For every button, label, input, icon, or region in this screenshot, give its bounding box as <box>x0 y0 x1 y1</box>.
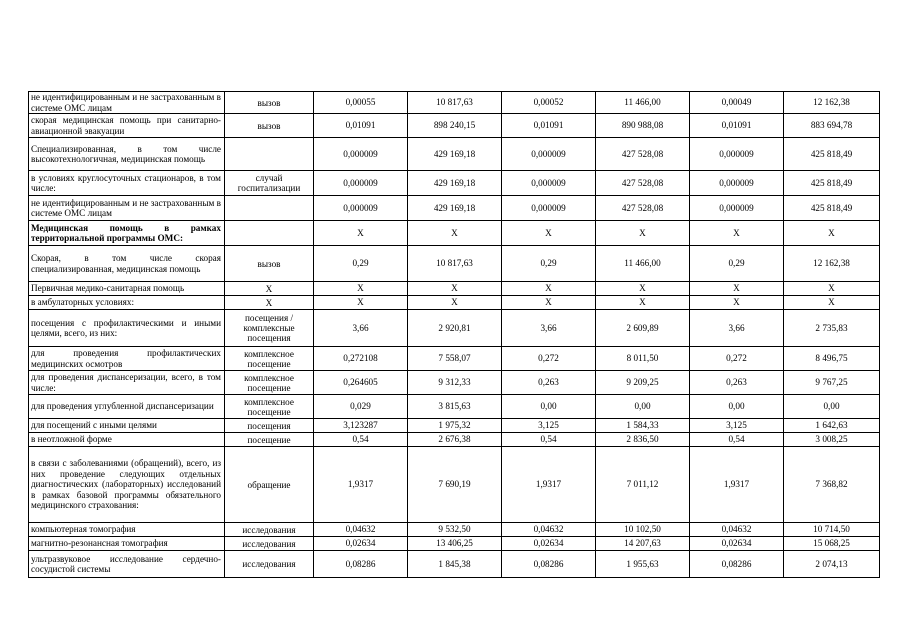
table-row <box>29 92 880 114</box>
service-name: Специализированная, в том числе высокотехнологичная, медицинская помощь <box>29 138 225 171</box>
value-cell: X <box>408 221 502 246</box>
value-cell: 0,02634 <box>314 537 408 551</box>
unit-cell: посещение <box>225 433 314 447</box>
service-name: Первичная медико-санитарная помощь <box>29 282 225 296</box>
unit-cell: X <box>225 282 314 296</box>
service-name: компьютерная томография <box>29 523 225 537</box>
value-cell: X <box>784 296 880 310</box>
service-name: не идентифицированным и не застрахованным в системе ОМС лицам <box>29 196 225 221</box>
value-cell: 0,000009 <box>502 196 596 221</box>
value-cell: 3,66 <box>502 310 596 347</box>
table-row <box>29 419 880 433</box>
value-cell: 3,66 <box>314 310 408 347</box>
value-cell: X <box>690 282 784 296</box>
table-row <box>29 296 880 310</box>
value-cell: 0,000009 <box>502 171 596 196</box>
value-cell: X <box>596 282 690 296</box>
value-cell: 2 676,38 <box>408 433 502 447</box>
value-cell: 8 011,50 <box>596 347 690 371</box>
table-row <box>29 310 880 347</box>
value-cell: 3 815,63 <box>408 395 502 419</box>
unit-cell: X <box>225 296 314 310</box>
value-cell: 7 011,12 <box>596 447 690 523</box>
unit-cell <box>225 196 314 221</box>
value-cell: 0,272 <box>502 347 596 371</box>
value-cell: 1,9317 <box>314 447 408 523</box>
value-cell: 0,272 <box>690 347 784 371</box>
service-name: для проведения диспансеризации, всего, в том числе: <box>29 371 225 395</box>
value-cell: 0,263 <box>502 371 596 395</box>
value-cell: 2 836,50 <box>596 433 690 447</box>
service-name: в неотложной форме <box>29 433 225 447</box>
value-cell: 0,08286 <box>690 551 784 578</box>
value-cell: 3,66 <box>690 310 784 347</box>
value-cell: X <box>502 296 596 310</box>
value-cell: 3,125 <box>502 419 596 433</box>
value-cell: X <box>408 282 502 296</box>
unit-cell: вызов <box>225 246 314 282</box>
table-row <box>29 523 880 537</box>
value-cell: 0,08286 <box>502 551 596 578</box>
value-cell: 0,00 <box>690 395 784 419</box>
value-cell: 12 162,38 <box>784 246 880 282</box>
unit-cell: случай госпитализации <box>225 171 314 196</box>
value-cell: 1,9317 <box>690 447 784 523</box>
unit-cell <box>225 221 314 246</box>
value-cell: 0,272108 <box>314 347 408 371</box>
value-cell: X <box>408 296 502 310</box>
value-cell: 429 169,18 <box>408 196 502 221</box>
service-name: Скорая, в том числе скорая специализированная, медицинская помощь <box>29 246 225 282</box>
value-cell: X <box>502 221 596 246</box>
table-row <box>29 537 880 551</box>
value-cell: 0,000009 <box>690 196 784 221</box>
service-name: в условиях круглосуточных стационаров, в том числе: <box>29 171 225 196</box>
service-name: не идентифицированным и не застрахованным в системе ОМС лицам <box>29 92 225 114</box>
value-cell: 11 466,00 <box>596 92 690 114</box>
service-name: посещения с профилактическими и иными целями, всего, из них: <box>29 310 225 347</box>
value-cell: 10 714,50 <box>784 523 880 537</box>
value-cell: 0,000009 <box>314 138 408 171</box>
value-cell: 0,01091 <box>314 114 408 138</box>
value-cell: 0,02634 <box>502 537 596 551</box>
unit-cell <box>225 138 314 171</box>
value-cell: 8 496,75 <box>784 347 880 371</box>
section-title: Медицинская помощь в рамках территориальной программы ОМС: <box>29 221 225 246</box>
value-cell: 1 642,63 <box>784 419 880 433</box>
value-cell: 0,04632 <box>690 523 784 537</box>
unit-cell: исследования <box>225 523 314 537</box>
value-cell: X <box>314 282 408 296</box>
unit-cell: исследования <box>225 537 314 551</box>
value-cell: 0,08286 <box>314 551 408 578</box>
unit-cell: обращение <box>225 447 314 523</box>
value-cell: 0,000009 <box>690 171 784 196</box>
table-row <box>29 282 880 296</box>
unit-cell: комплексное посещение <box>225 371 314 395</box>
value-cell: 11 466,00 <box>596 246 690 282</box>
value-cell: 14 207,63 <box>596 537 690 551</box>
value-cell: 10 817,63 <box>408 92 502 114</box>
table-row <box>29 395 880 419</box>
value-cell: 0,00052 <box>502 92 596 114</box>
value-cell: 3,123287 <box>314 419 408 433</box>
value-cell: 427 528,08 <box>596 138 690 171</box>
value-cell: 0,54 <box>502 433 596 447</box>
value-cell: 0,29 <box>690 246 784 282</box>
value-cell: 2 735,83 <box>784 310 880 347</box>
unit-cell: комплексное посещение <box>225 395 314 419</box>
service-name: для посещений с иными целями <box>29 419 225 433</box>
service-name: магнитно-резонансная томография <box>29 537 225 551</box>
table-row <box>29 347 880 371</box>
value-cell: 15 068,25 <box>784 537 880 551</box>
value-cell: 9 209,25 <box>596 371 690 395</box>
value-cell: 9 767,25 <box>784 371 880 395</box>
service-name: в амбулаторных условиях: <box>29 296 225 310</box>
value-cell: X <box>784 221 880 246</box>
service-name: для проведения углубленной диспансеризации <box>29 395 225 419</box>
value-cell: 10 102,50 <box>596 523 690 537</box>
unit-cell: посещения / комплексные посещения <box>225 310 314 347</box>
value-cell: 0,00055 <box>314 92 408 114</box>
tariff-table <box>28 91 880 578</box>
value-cell: 0,29 <box>314 246 408 282</box>
value-cell: 0,264605 <box>314 371 408 395</box>
value-cell: 0,01091 <box>502 114 596 138</box>
value-cell: X <box>502 282 596 296</box>
service-name: скорая медицинская помощь при санитарно-авиационной эвакуации <box>29 114 225 138</box>
value-cell: 3 008,25 <box>784 433 880 447</box>
table-row <box>29 433 880 447</box>
value-cell: 883 694,78 <box>784 114 880 138</box>
value-cell: 0,029 <box>314 395 408 419</box>
value-cell: 0,263 <box>690 371 784 395</box>
service-name: ультразвуковое исследование сердечно-сосудистой системы <box>29 551 225 578</box>
value-cell: 427 528,08 <box>596 196 690 221</box>
value-cell: 1 845,38 <box>408 551 502 578</box>
table-row <box>29 447 880 523</box>
table-row <box>29 114 880 138</box>
value-cell: 890 988,08 <box>596 114 690 138</box>
value-cell: 0,00 <box>596 395 690 419</box>
value-cell: 425 818,49 <box>784 196 880 221</box>
service-name: в связи с заболеваниями (обращений), всего, из них проведение следующих отдельных диагностических (лабораторных) исследований в рамках базовой программы обязательного медицинского страхования: <box>29 447 225 523</box>
value-cell: 12 162,38 <box>784 92 880 114</box>
value-cell: 2 609,89 <box>596 310 690 347</box>
value-cell: 0,04632 <box>314 523 408 537</box>
value-cell: X <box>690 221 784 246</box>
value-cell: 0,29 <box>502 246 596 282</box>
value-cell: 0,54 <box>314 433 408 447</box>
value-cell: X <box>314 296 408 310</box>
value-cell: 1 955,63 <box>596 551 690 578</box>
value-cell: 425 818,49 <box>784 138 880 171</box>
unit-cell: вызов <box>225 92 314 114</box>
value-cell: 3,125 <box>690 419 784 433</box>
value-cell: 0,00 <box>502 395 596 419</box>
value-cell: 0,01091 <box>690 114 784 138</box>
table-row <box>29 138 880 171</box>
value-cell: 2 920,81 <box>408 310 502 347</box>
unit-cell: вызов <box>225 114 314 138</box>
value-cell: 898 240,15 <box>408 114 502 138</box>
value-cell: 7 368,82 <box>784 447 880 523</box>
value-cell: 425 818,49 <box>784 171 880 196</box>
value-cell: 429 169,18 <box>408 138 502 171</box>
value-cell: 429 169,18 <box>408 171 502 196</box>
section-header-row <box>29 221 880 246</box>
value-cell: 0,00 <box>784 395 880 419</box>
value-cell: 1 584,33 <box>596 419 690 433</box>
value-cell: 0,000009 <box>690 138 784 171</box>
value-cell: 7 558,07 <box>408 347 502 371</box>
table-row <box>29 196 880 221</box>
unit-cell: посещения <box>225 419 314 433</box>
value-cell: 9 532,50 <box>408 523 502 537</box>
table-row <box>29 171 880 196</box>
value-cell: 0,04632 <box>502 523 596 537</box>
value-cell: 0,000009 <box>502 138 596 171</box>
value-cell: X <box>314 221 408 246</box>
value-cell: X <box>596 296 690 310</box>
service-name: для проведения профилактических медицинских осмотров <box>29 347 225 371</box>
table-row <box>29 246 880 282</box>
table-row <box>29 371 880 395</box>
unit-cell: исследования <box>225 551 314 578</box>
unit-cell: комплексное посещение <box>225 347 314 371</box>
value-cell: X <box>690 296 784 310</box>
value-cell: 2 074,13 <box>784 551 880 578</box>
value-cell: 1,9317 <box>502 447 596 523</box>
value-cell: 0,000009 <box>314 171 408 196</box>
value-cell: 0,54 <box>690 433 784 447</box>
value-cell: 0,02634 <box>690 537 784 551</box>
value-cell: 0,00049 <box>690 92 784 114</box>
value-cell: 427 528,08 <box>596 171 690 196</box>
value-cell: X <box>596 221 690 246</box>
table-row <box>29 551 880 578</box>
value-cell: 10 817,63 <box>408 246 502 282</box>
value-cell: 0,000009 <box>314 196 408 221</box>
value-cell: 13 406,25 <box>408 537 502 551</box>
value-cell: 7 690,19 <box>408 447 502 523</box>
value-cell: X <box>784 282 880 296</box>
value-cell: 9 312,33 <box>408 371 502 395</box>
value-cell: 1 975,32 <box>408 419 502 433</box>
